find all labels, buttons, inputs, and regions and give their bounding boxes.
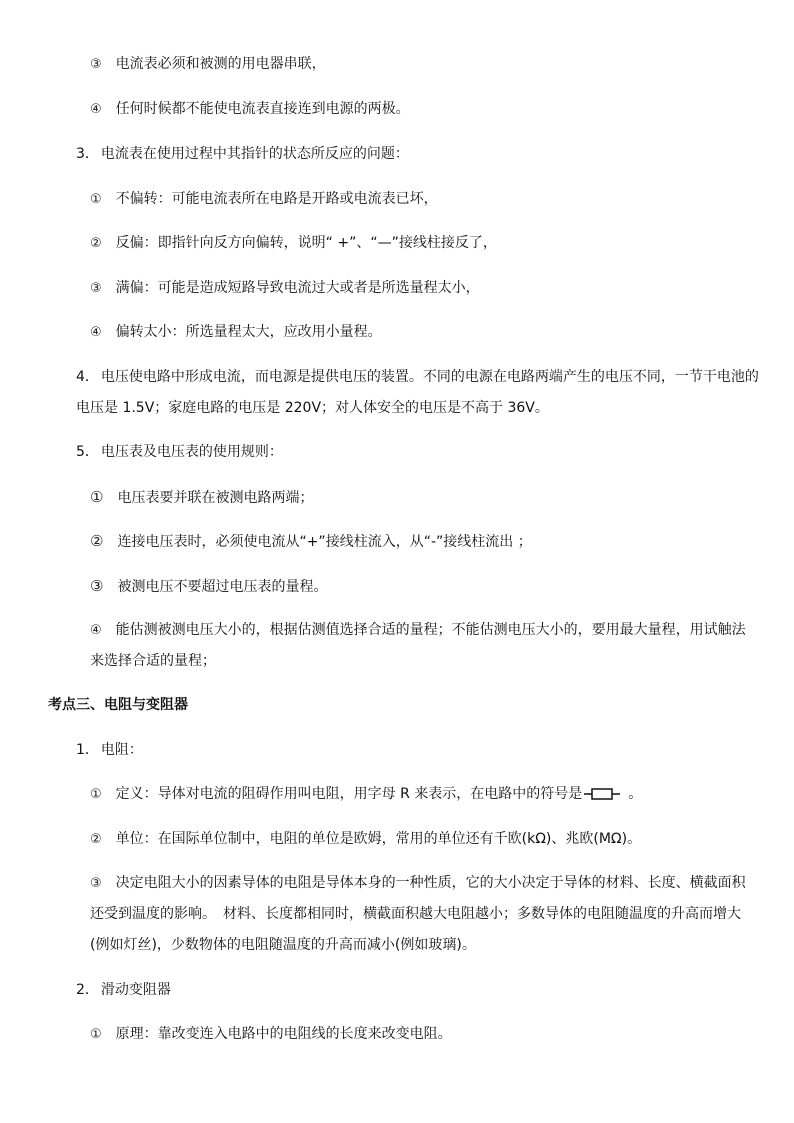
line-text: 决定电阻大小的因素导体的电阻是导体本身的一种性质，它的大小决定于导体的材料、长度、横截面积 (115, 875, 746, 891)
voltmeter-rule-1 (90, 487, 313, 508)
line-text: 电压使电路中形成电流，而电源是提供电压的装置。不同的电源在电路两端产生的电压不同，一节干电池的 (100, 369, 759, 385)
section-5-heading (76, 442, 283, 462)
list-marker: ② (90, 532, 104, 550)
list-marker: ① (90, 787, 102, 802)
line-text: 能估测被测电压大小的，根据估测值选择合适的量程；不能估测电压大小的，要用最大量程，用试触法 (115, 622, 746, 638)
voltmeter-rule-3 (90, 576, 327, 597)
line-text: 来选择合适的量程； (90, 653, 216, 669)
list-marker: ② (90, 832, 102, 847)
line-text: 电压表要并联在被测电路两端； (117, 490, 314, 506)
current-meter-rule-3 (90, 54, 326, 75)
section-4-paragraph-cont (76, 398, 549, 418)
line-text: 滑动变阻器 (100, 982, 171, 998)
line-text: 反偏：即指针向反方向偏转，说明“ +”、“—”接线柱接反了， (115, 235, 497, 251)
pointer-state-3 (90, 278, 480, 299)
line-text: 偏转太小：所选量程太大，应改用小量程。 (115, 324, 382, 340)
line-text: (例如灯丝)，少数物体的电阻随温度的升高而减小(例如玻璃)。 (90, 937, 476, 953)
topic-3-heading (48, 695, 188, 715)
line-text: 电压表及电压表的使用规则： (100, 444, 283, 460)
line-text: 还受到温度的影响。 材料、长度都相同时，横截面积越大电阻越小；多数导体的电阻随温度的升高而增大 (90, 906, 741, 922)
section-number: 1． (76, 742, 99, 758)
list-marker: ③ (90, 577, 104, 595)
section-number: 3． (76, 146, 99, 162)
line-tail: 。 (628, 786, 643, 802)
resistance-unit (90, 829, 641, 850)
current-meter-rule-4 (90, 99, 410, 120)
section-3-heading (76, 144, 409, 164)
pointer-state-4 (90, 322, 382, 343)
section-number: 5． (76, 444, 99, 460)
list-marker: ④ (90, 325, 102, 340)
line-text: 单位：在国际单位制中，电阻的单位是欧姆，常用的单位还有千欧(kΩ)、兆欧(MΩ)。 (115, 831, 642, 847)
resistor-symbol-icon (584, 787, 622, 801)
voltmeter-rule-4-cont (90, 651, 216, 671)
resistance-factors-cont-1 (90, 904, 741, 924)
line-text: 被测电压不要超过电压表的量程。 (117, 579, 328, 595)
pointer-state-1 (90, 189, 438, 210)
section-4-paragraph (76, 367, 759, 387)
section-number: 2． (76, 982, 99, 998)
resistance-definition (90, 784, 642, 805)
line-text: 不偏转：可能电流表所在电路是开路或电流表已坏， (115, 191, 438, 207)
pointer-state-2 (90, 233, 497, 254)
voltmeter-rule-2 (90, 531, 532, 552)
line-text: 任何时候都不能使电流表直接连到电源的两极。 (115, 101, 410, 117)
list-marker: ① (90, 192, 102, 207)
list-marker: ① (90, 1027, 102, 1042)
line-text: 定义：导体对电流的阻碍作用叫电阻，用字母 R 来表示，在电路中的符号是 (115, 786, 583, 802)
voltmeter-rule-4 (90, 620, 746, 641)
list-marker: ④ (90, 623, 102, 638)
list-marker: ③ (90, 876, 102, 891)
line-text: 原理：靠改变连入电路中的电阻线的长度来改变电阻。 (115, 1026, 452, 1042)
rheostat-heading (76, 980, 171, 1000)
list-marker: ③ (90, 281, 102, 296)
rheostat-principle (90, 1024, 452, 1045)
list-marker: ③ (90, 57, 102, 72)
heading-text: 考点三、电阻与变阻器 (48, 697, 188, 713)
line-text: 连接电压表时，必须使电流从“+”接线柱流入，从“-”接线柱流出 ； (117, 534, 532, 550)
section-number: 4． (76, 369, 99, 385)
resistance-factors-cont-2 (90, 935, 476, 955)
line-text: 电流表必须和被测的用电器串联， (115, 56, 326, 72)
line-text: 满偏：可能是造成短路导致电流过大或者是所选量程太小， (115, 280, 480, 296)
list-marker: ② (90, 236, 102, 251)
resistance-factors (90, 873, 746, 894)
line-text: 电压是 1.5V；家庭电路的电压是 220V；对人体安全的电压是不高于 36V。 (76, 400, 549, 416)
line-text: 电阻： (100, 742, 143, 758)
list-marker: ① (90, 488, 104, 506)
line-text: 电流表在使用过程中其指针的状态所反应的问题： (100, 146, 409, 162)
resistance-heading (76, 740, 143, 760)
list-marker: ④ (90, 102, 102, 117)
